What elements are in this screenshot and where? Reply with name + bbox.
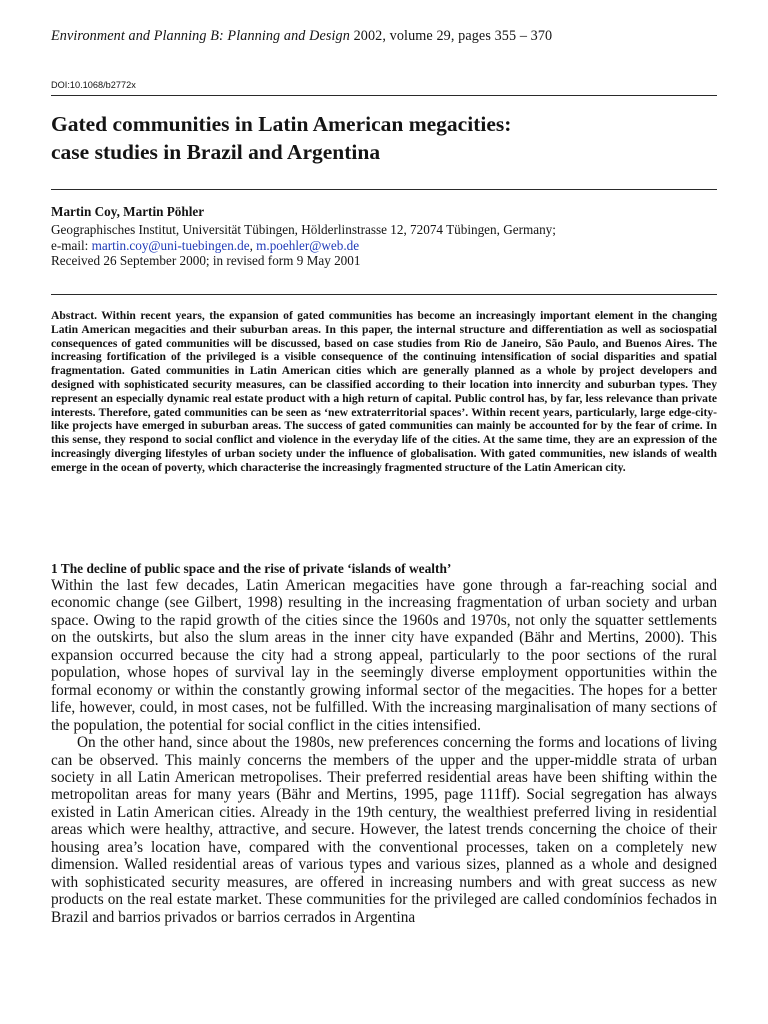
article-title [51, 110, 717, 166]
abstract-label: Abstract. [51, 309, 98, 322]
email-separator: , [249, 237, 257, 253]
body-paragraph-1: Within the last few decades, Latin American megacities have gone through a far-reaching social and economic change (see Gilbert, 1998) resulting in the increasing fragmentation of urban society and urban space. Owing to the rapid growth of the cities since the 1960s and 1970s, not only the squatter settlements on the outskirts, but also the slum areas in the inner city have expanded (Bähr and Mertins, 2000). This expansion occurred because the city had a strong appeal, particularly to the poor sections of the rural population, whose hopes of survival lay in the seemingly diverse employment opportunities within the formal economy or within the constantly growing informal sector of the megacities. The hopes for a better life, however, could, in most cases, not be fulfilled. With the increasing marginalisation of many sections of the population, the potential for social conflict in the cities intensified. [51, 577, 717, 734]
authors: Martin Coy, Martin Pöhler [51, 204, 205, 219]
divider-top [51, 95, 717, 96]
title-line-2: case studies in Brazil and Argentina [51, 140, 381, 164]
email-link-coy[interactable]: martin.coy@uni-tuebingen.de [91, 237, 250, 253]
abstract-text: Within recent years, the expansion of gated communities has become an increasingly important element in the changing Latin American megacities and their suburban areas. In this paper, the internal structure and differentiation as well as sociospatial consequences of gated communities will be discussed, based on case studies from Rio de Janeiro, São Paulo, and Buenos Aires. The increasing fortification of the privileged is a visible consequence of the continuing intensification of social disparities and spatial fragmentation. Gated communities in Latin American cities which are generally planned as a whole by project developers and designed with sophisticated security measures, can be classified according to their location into innercity and suburban types. They represent an especially dynamic real estate product with a high return of capital. Public control has, by far, less relevance than private interests. Therefore, gated communities can be seen as ‘new extraterritorial spaces’. Within recent years, particularly, large edge-city-like projects have emerged in suburban areas. The success of gated communities can mainly be accounted for by the fear of crime. In this sense, they respond to social conflict and violence in the everyday life of the cities. At the same time, they are an expression of the increasingly diverging lifestyles of urban society under the influence of globalisation. With gated communities, new islands of wealth emerge in the ocean of poverty, which characterise the increasingly fragmented structure of the Latin American city. [51, 309, 717, 474]
journal-citation [51, 28, 552, 45]
journal-name: Environment and Planning B: Planning and Design [51, 28, 350, 44]
section-heading: 1 The decline of public space and the rise of private ‘islands of wealth’ [51, 561, 452, 576]
email-link-poehler[interactable]: m.poehler@web.de [256, 237, 360, 253]
body-text [51, 577, 717, 926]
title-line-1: Gated communities in Latin American megacities: [51, 112, 512, 136]
divider-bottom [51, 294, 717, 295]
email-line [51, 238, 717, 254]
divider-middle [51, 189, 717, 190]
email-prefix: e-mail: [51, 237, 92, 253]
body-paragraph-2: On the other hand, since about the 1980s, new preferences concerning the forms and locations of living can be observed. This mainly concerns the members of the upper and the upper-middle strata of urban society in all Latin American metropolises. Their preferred residential areas have been shifting within the metropolitan areas for many years (Bähr and Mertins, 1995, page 111ff). Social segregation has always existed in Latin American cities. Already in the 19th century, the wealthiest preferred living in residential areas which were healthy, attractive, and secure. However, the latest trends concerning the choice of their housing area’s location have, compared with the conventional processes, taken on a completely new dimension. Walled residential areas of various types and various sizes, planned as a whole and designed with sophisticated security measures, are offered in increasing numbers and with great success as new products on the real estate market. These communities for the privileged are called condomínios fechados in Brazil and barrios privados or barrios cerrados in Argentina [51, 734, 717, 926]
affiliation-block [51, 222, 717, 269]
abstract [51, 309, 717, 475]
journal-details: 2002, volume 29, pages 355 – 370 [353, 28, 553, 44]
received-date: Received 26 September 2000; in revised form 9 May 2001 [51, 253, 361, 269]
affiliation: Geographisches Institut, Universität Tübingen, Hölderlinstrasse 12, 72074 Tübingen, Germany; [51, 222, 556, 237]
doi: DOI:10.1068/b2772x [51, 80, 136, 90]
